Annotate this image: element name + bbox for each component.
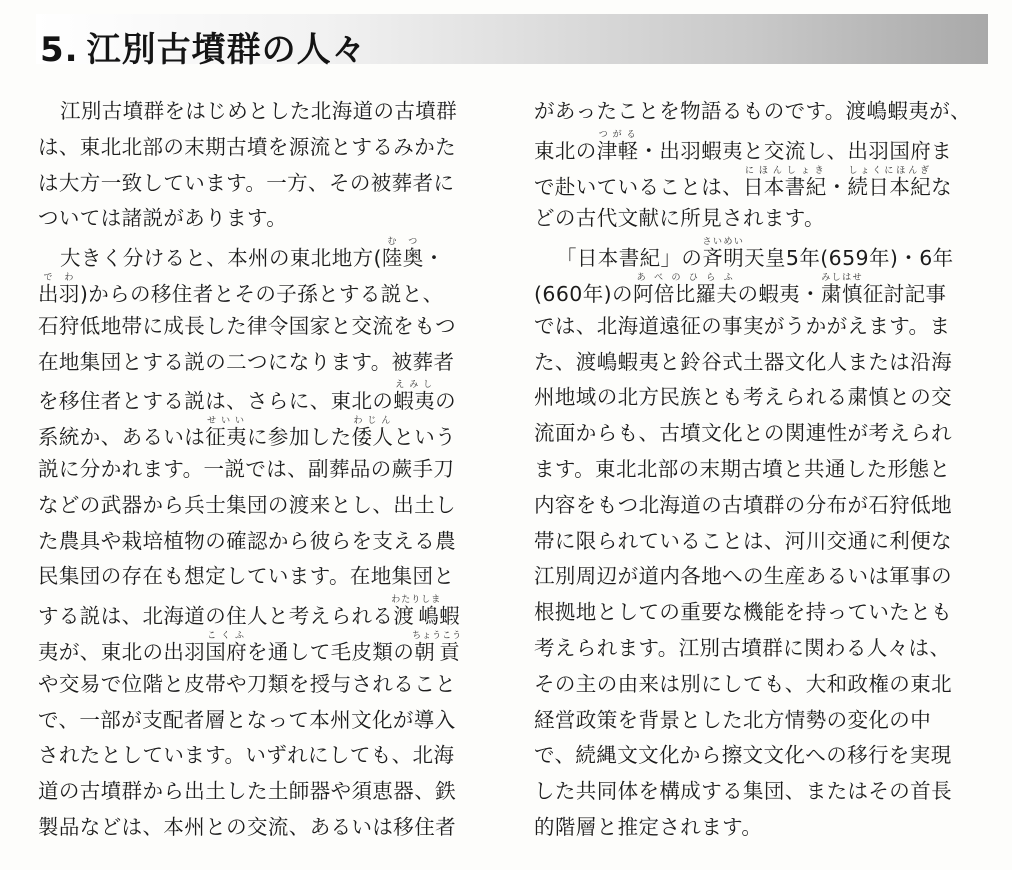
ruby-base: 征夷 [205, 425, 248, 450]
text-line [534, 667, 992, 703]
text-run: で赴いていることは、 [534, 174, 743, 199]
ruby-word [351, 416, 394, 450]
text-line [534, 524, 992, 560]
text-line [38, 201, 496, 237]
text-line [534, 380, 992, 416]
ruby-base: 渡嶋 [391, 604, 442, 629]
text-line [38, 380, 496, 416]
text-run: ・出羽蝦夷と交流し、出羽国府ま [638, 138, 953, 163]
text-run: 考えられます。江別古墳群に関わる人々は、 [534, 635, 951, 660]
text-line [534, 273, 992, 309]
furigana: みしはせ [821, 272, 863, 283]
text-line [534, 595, 992, 631]
text-line [534, 774, 992, 810]
text-line [38, 810, 496, 846]
ruby-base: 続日本紀 [847, 174, 932, 199]
text-run: ついては諸説があります。 [38, 206, 288, 231]
furigana: わたりしま [391, 595, 442, 606]
text-line [534, 130, 992, 166]
text-run: 製品などは、本州との交流、あるいは移住者 [38, 814, 456, 839]
text-line [534, 94, 992, 130]
text-run: 征討記事 [862, 281, 947, 306]
text-run: を移住者とする説は、さらに、東北の [38, 389, 394, 414]
ruby-base: 朝貢 [412, 639, 463, 664]
section-title: 江別古墳群の人々 [86, 30, 367, 70]
text-run: 石狩低地帯に成長した律令国家と交流をもつ [38, 313, 456, 338]
text-run: 在地集団とする説の二つになります。被葬者 [38, 349, 455, 374]
text-line [38, 631, 496, 667]
text-line [534, 309, 992, 345]
text-run: 蝦 [439, 604, 461, 629]
ruby-word [381, 237, 424, 271]
furigana: さいめい [702, 237, 745, 248]
text-run: その主の由来は別にしても、大和政権の東北 [534, 671, 952, 696]
text-run: )からの移住者とその子孫とする説と、 [79, 281, 444, 306]
text-run: た、渡嶋蝦夷と鈴谷式土器文化人または沿海 [534, 349, 952, 374]
furigana: えみし [393, 380, 436, 391]
ruby-word [205, 416, 248, 450]
text-run: 帯に限られていることは、河川交通に利便な [534, 528, 952, 553]
text-run: 説に分かれます。一説では、副葬品の蕨手刀 [38, 456, 455, 481]
ruby-base: 倭人 [351, 425, 394, 450]
text-line [38, 166, 496, 202]
text-run: 系統か、あるいは [38, 425, 206, 450]
ruby-word [632, 272, 738, 306]
text-run: を通して毛皮類の [247, 639, 415, 664]
text-run: ・ [423, 246, 445, 271]
text-run: な [931, 174, 953, 199]
text-line [38, 774, 496, 810]
furigana: こくふ [205, 630, 247, 641]
text-run: の蝦夷・ [737, 281, 822, 306]
text-run: 天皇5年(659年)・6年 [744, 246, 954, 271]
furigana: わじん [351, 416, 394, 427]
ruby-base: 出羽 [38, 281, 80, 306]
ruby-base: 陸奥 [381, 246, 424, 271]
ruby-base: 国府 [205, 639, 248, 664]
text-run: 夷が、東北の出羽 [38, 639, 206, 664]
text-line [38, 94, 496, 130]
text-run: で、一部が支配者層となって本州文化が導入 [38, 707, 456, 732]
ruby-word [596, 129, 639, 163]
text-line [534, 201, 992, 237]
text-run: ・ [826, 174, 848, 199]
text-run: の [435, 389, 457, 414]
ruby-word [391, 595, 442, 629]
text-run: や交易で位階と皮帯や刀類を授与されること [38, 671, 456, 696]
furigana: つがる [596, 129, 639, 140]
text-run: 内容をもつ北海道の古墳群の分布が石狩低地 [534, 492, 952, 517]
ruby-word [821, 272, 863, 306]
ruby-base: 粛慎 [821, 281, 863, 306]
text-run: は大方一致しています。一方、その被葬者に [38, 170, 455, 195]
text-line [38, 416, 496, 452]
ruby-word [412, 630, 463, 664]
furigana: むつ [381, 237, 424, 248]
furigana: あべのひらふ [632, 272, 738, 283]
section-heading [40, 22, 367, 71]
right-text-column [534, 94, 992, 846]
text-run: した共同体を構成する集団、またはその首長 [534, 779, 952, 804]
text-run: で、続縄文文化から擦文文化への移行を実現 [534, 743, 952, 768]
section-number: 5. [40, 30, 79, 70]
text-run: 経営政策を背景とした北方情勢の変化の中 [534, 707, 932, 732]
text-run: (660年)の [534, 281, 633, 306]
text-run: されたとしています。いずれにしても、北海 [38, 743, 455, 768]
text-line [38, 130, 496, 166]
text-run: 的階層と推定されます。 [534, 814, 763, 839]
ruby-base: 日本書紀 [743, 174, 827, 199]
text-run: 江別古墳群をはじめとした北海道の古墳群 [60, 99, 458, 123]
text-line [38, 524, 496, 560]
text-run: は、東北北部の末期古墳を源流とするみかた [38, 134, 456, 159]
text-line [38, 595, 496, 631]
text-line [38, 273, 496, 309]
text-line [38, 452, 496, 488]
text-run: 道の古墳群から出土した土師器や須恵器、鉄 [38, 779, 456, 804]
text-run: に参加した [247, 425, 352, 450]
text-line [534, 559, 992, 595]
ruby-word [38, 272, 80, 306]
text-line [534, 452, 992, 488]
ruby-base: 斉明 [702, 246, 745, 271]
text-line [38, 345, 496, 381]
text-line [534, 488, 992, 524]
ruby-word [743, 165, 827, 199]
text-line [534, 738, 992, 774]
ruby-base: 阿倍比羅夫 [632, 281, 738, 306]
text-line [38, 559, 496, 595]
text-line [534, 703, 992, 739]
text-run: 江別周辺が道内各地への生産あるいは軍事の [534, 564, 952, 589]
text-line [534, 237, 992, 273]
furigana: にほんしょき [743, 165, 827, 176]
text-run: 東北の [534, 138, 597, 163]
text-run: する説は、北海道の住人と考えられる [38, 604, 394, 629]
text-run: では、北海道遠征の事実がうかがえます。ま [534, 313, 951, 338]
ruby-word [702, 237, 745, 271]
furigana: せいい [205, 416, 247, 427]
text-run: ます。東北北部の末期古墳と共通した形態と [534, 456, 951, 481]
text-line [534, 166, 992, 202]
text-run: 民集団の存在も想定しています。在地集団と [38, 564, 455, 589]
text-line [534, 416, 992, 452]
ruby-base: 蝦夷 [393, 389, 436, 414]
text-run: があったことを物語るものです。渡嶋蝦夷が、 [534, 99, 972, 123]
left-text-column [38, 94, 496, 846]
text-run: などの武器から兵士集団の渡来とし、出土し [38, 492, 456, 517]
text-line [38, 738, 496, 774]
text-line [38, 309, 496, 345]
text-run: 流面からも、古墳文化との関連性が考えられ [534, 421, 952, 446]
text-line [38, 667, 496, 703]
text-line [534, 631, 992, 667]
text-run: という [393, 425, 457, 450]
text-line [534, 810, 992, 846]
text-run: どの古代文献に所見されます。 [534, 206, 825, 231]
text-run: 根拠地としての重要な機能を持っていたとも [534, 600, 952, 625]
ruby-word [393, 380, 436, 414]
ruby-base: 津軽 [596, 138, 639, 163]
text-line [38, 703, 496, 739]
text-line [534, 345, 992, 381]
text-run: た農具や栽培植物の確認から彼らを支える農 [38, 528, 456, 553]
furigana: でわ [38, 272, 80, 283]
text-run: 「日本書紀」の [556, 246, 703, 271]
furigana: しょくにほんぎ [847, 165, 932, 176]
text-run: 州地域の北方民族とも考えられる粛慎との交 [534, 385, 952, 410]
text-run: 大きく分けると、本州の東北地方( [60, 246, 382, 271]
ruby-word [847, 165, 932, 199]
text-line [38, 488, 496, 524]
furigana: ちょうこう [412, 630, 463, 641]
text-line [38, 237, 496, 273]
ruby-word [205, 630, 248, 664]
